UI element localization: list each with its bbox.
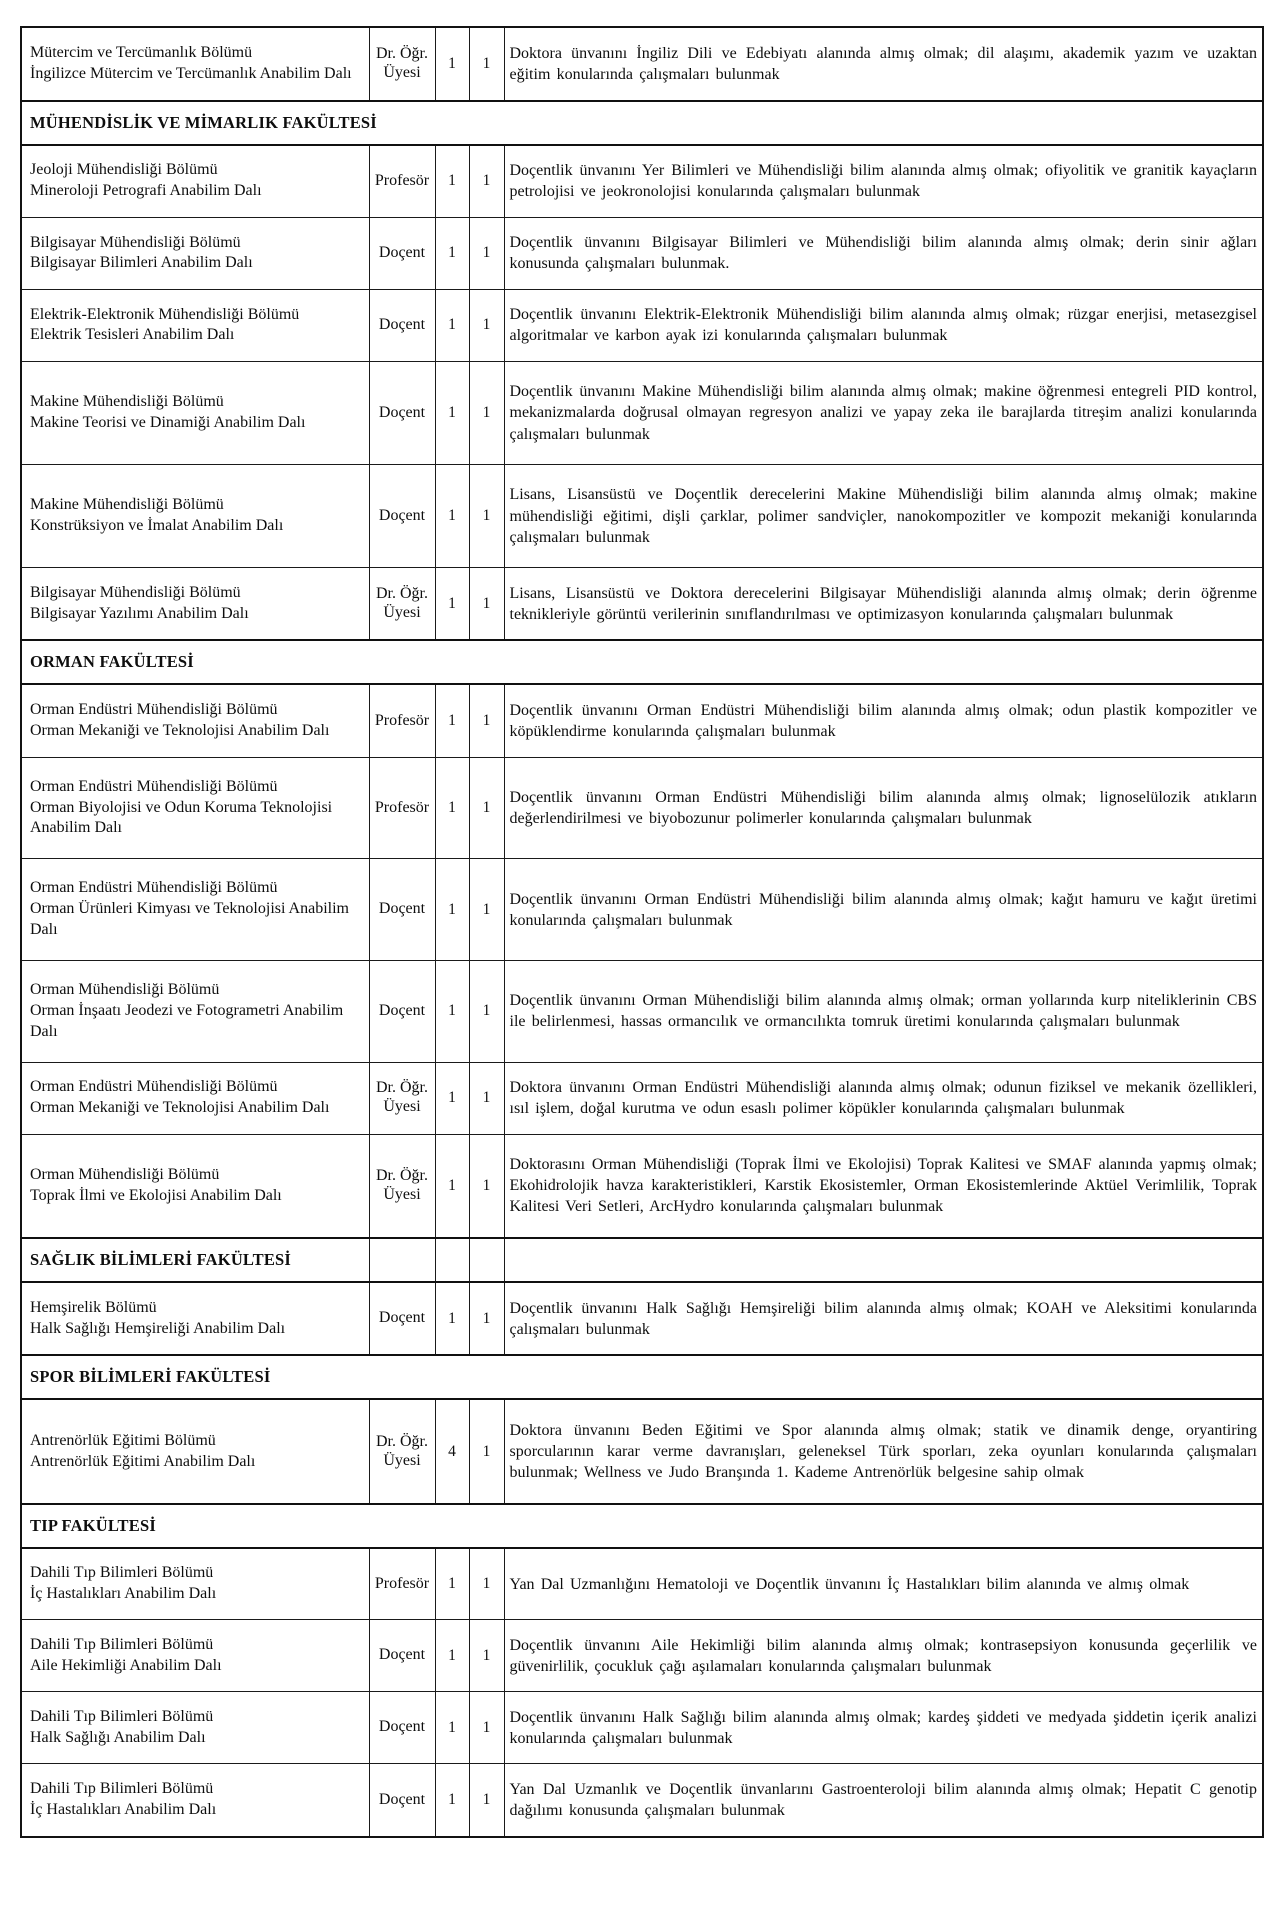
- department-cell: [21, 684, 369, 757]
- department-name: Makine Mühendisliği Bölümü: [30, 393, 224, 411]
- requirement-cell: Yan Dal Uzmanlığını Hematoloji ve Doçentlik ünvanını İç Hastalıkları bilim alanında ve almış olmak: [504, 1548, 1263, 1620]
- department-name: Orman Endüstri Mühendisliği Bölümü: [30, 701, 278, 719]
- requirement-cell: Doçentlik ünvanını Orman Endüstri Mühendisliği bilim alanında almış olmak; kağıt hamuru ve kağıt üretimi konularında çalışmaları bulunmak: [504, 859, 1263, 961]
- count-1-cell: 1: [435, 465, 469, 568]
- count-2-cell: 1: [469, 1062, 504, 1134]
- program-name: Bilgisayar Yazılımı Anabilim Dalı: [30, 604, 249, 622]
- department-name: Makine Mühendisliği Bölümü: [30, 496, 224, 514]
- academic-title-cell: Profesör: [369, 684, 435, 757]
- count-1-cell: 4: [435, 1399, 469, 1503]
- position-row: [21, 217, 1263, 289]
- program-name: İngilizce Mütercim ve Tercümanlık Anabilim Dalı: [30, 64, 352, 82]
- count-2-cell: 1: [469, 1548, 504, 1620]
- requirement-cell: Doktora ünvanını Orman Endüstri Mühendisliği alanında almış olmak; odunun fiziksel ve mekanik özellikleri, ısıl işlem, doğal kurutma ve odun esaslı polimer köpükler konularında çalışmaları bulunmak: [504, 1062, 1263, 1134]
- faculty-section-title: SPOR BİLİMLERİ FAKÜLTESİ: [21, 1355, 1263, 1399]
- department-name: Dahili Tıp Bilimleri Bölümü: [30, 1780, 214, 1798]
- count-1-cell: 1: [435, 289, 469, 361]
- position-row: [21, 1399, 1263, 1503]
- department-cell: [21, 1134, 369, 1238]
- department-cell: [21, 568, 369, 641]
- department-name: Orman Endüstri Mühendisliği Bölümü: [30, 1078, 278, 1096]
- requirement-cell: Lisans, Lisansüstü ve Doçentlik derecelerini Makine Mühendisliği bilim alanında almış olmak; makine mühendisliği eğitimi, dişli çarklar, polimer sandviçler, nanokompozitler ve kompozit mekaniği konularında çalışmaları bulunmak: [504, 465, 1263, 568]
- academic-positions-table: [20, 26, 1264, 1838]
- count-2-cell: 1: [469, 217, 504, 289]
- position-row: [21, 859, 1263, 961]
- program-name: Orman Ürünleri Kimyası ve Teknolojisi Anabilim Dalı: [30, 900, 349, 939]
- department-name: Orman Mühendisliği Bölümü: [30, 1166, 220, 1184]
- program-name: Konstrüksiyon ve İmalat Anabilim Dalı: [30, 517, 284, 535]
- requirement-cell: Doçentlik ünvanını Aile Hekimliği bilim alanında almış olmak; kontrasepsiyon konusunda geçerlilik ve güvenirlilik, çocukluk çağı aşılamaları konularında çalışmaları bulunmak: [504, 1620, 1263, 1692]
- count-1-cell: 1: [435, 684, 469, 757]
- count-1-cell: 1: [435, 1062, 469, 1134]
- program-name: Toprak İlmi ve Ekolojisi Anabilim Dalı: [30, 1186, 282, 1204]
- program-name: Halk Sağlığı Anabilim Dalı: [30, 1728, 206, 1746]
- academic-title-cell: Profesör: [369, 1548, 435, 1620]
- program-name: İç Hastalıkları Anabilim Dalı: [30, 1801, 217, 1819]
- count-2-cell: 1: [469, 1282, 504, 1356]
- position-row: [21, 27, 1263, 101]
- academic-title-cell: Profesör: [369, 145, 435, 218]
- academic-title-cell: Dr. Öğr. Üyesi: [369, 1399, 435, 1503]
- requirement-cell: Doktora ünvanını Beden Eğitimi ve Spor alanında almış olmak; statik ve dinamik denge, oryantiring sporcularının karar verme davranışları, geleneksel Türk sporları, zeka oyunları konularında çalışmaları bulunmak; Wellness ve Judo Branşında 1. Kademe Antrenörlük belgesine sahip olmak: [504, 1399, 1263, 1503]
- department-cell: [21, 1692, 369, 1764]
- department-name: Dahili Tıp Bilimleri Bölümü: [30, 1708, 214, 1726]
- academic-title-cell: Doçent: [369, 1692, 435, 1764]
- count-2-cell: 1: [469, 1692, 504, 1764]
- requirement-cell: Doçentlik ünvanını Orman Endüstri Mühendisliği bilim alanında almış olmak; lignoselülozik atıkların değerlendirilmesi ve biyobozunur polimerler konularında çalışmaları bulunmak: [504, 757, 1263, 859]
- faculty-section-row: [21, 1355, 1263, 1399]
- academic-title-cell: Doçent: [369, 859, 435, 961]
- academic-title-cell: Dr. Öğr. Üyesi: [369, 1134, 435, 1238]
- department-cell: [21, 362, 369, 465]
- program-name: Halk Sağlığı Hemşireliği Anabilim Dalı: [30, 1319, 286, 1337]
- faculty-section-row: [21, 640, 1263, 684]
- department-cell: [21, 757, 369, 859]
- department-cell: [21, 217, 369, 289]
- academic-title-cell: Doçent: [369, 465, 435, 568]
- count-2-cell: 1: [469, 145, 504, 218]
- requirement-cell: Doçentlik ünvanını Orman Mühendisliği bilim alanında almış olmak; orman yollarında kurp niteliklerinin CBS ile belirlenmesi, hassas ormancılık ve ormancılıkta tomruk üretimi konularında çalışmaları bulunmak: [504, 960, 1263, 1062]
- position-row: [21, 757, 1263, 859]
- position-row: [21, 1548, 1263, 1620]
- academic-title-cell: Doçent: [369, 1282, 435, 1356]
- position-row: [21, 362, 1263, 465]
- faculty-section-title: TIP FAKÜLTESİ: [21, 1504, 1263, 1548]
- positions-table-body: [21, 27, 1263, 1837]
- program-name: İç Hastalıkları Anabilim Dalı: [30, 1585, 217, 1603]
- program-name: Aile Hekimliği Anabilim Dalı: [30, 1656, 222, 1674]
- academic-title-cell: Dr. Öğr. Üyesi: [369, 568, 435, 641]
- academic-title-cell: Dr. Öğr. Üyesi: [369, 1062, 435, 1134]
- count-2-cell: 1: [469, 1764, 504, 1837]
- count-2-cell: 1: [469, 289, 504, 361]
- faculty-section-title: ORMAN FAKÜLTESİ: [21, 640, 1263, 684]
- count-1-cell: 1: [435, 757, 469, 859]
- department-cell: [21, 960, 369, 1062]
- academic-title-cell: Doçent: [369, 217, 435, 289]
- count-1-cell: 1: [435, 960, 469, 1062]
- department-name: Bilgisayar Mühendisliği Bölümü: [30, 583, 241, 601]
- count-2-cell: 1: [469, 362, 504, 465]
- position-row: [21, 289, 1263, 361]
- empty-count-cell: [469, 1238, 504, 1282]
- department-name: Jeoloji Mühendisliği Bölümü: [30, 161, 218, 179]
- position-row: [21, 960, 1263, 1062]
- faculty-section-row: [21, 1238, 1263, 1282]
- count-1-cell: 1: [435, 1134, 469, 1238]
- department-cell: [21, 1764, 369, 1837]
- department-cell: [21, 1062, 369, 1134]
- department-name: Antrenörlük Eğitimi Bölümü: [30, 1431, 216, 1449]
- count-2-cell: 1: [469, 27, 504, 101]
- count-2-cell: 1: [469, 757, 504, 859]
- department-name: Elektrik-Elektronik Mühendisliği Bölümü: [30, 305, 300, 323]
- count-2-cell: 1: [469, 465, 504, 568]
- position-row: [21, 145, 1263, 218]
- requirement-cell: Yan Dal Uzmanlık ve Doçentlik ünvanlarını Gastroenteroloji bilim alanında almış olmak; Hepatit C genotip dağılımı konusunda çalışmaları bulunmak: [504, 1764, 1263, 1837]
- department-cell: [21, 465, 369, 568]
- department-name: Mütercim ve Tercümanlık Bölümü: [30, 43, 253, 61]
- faculty-section-row: [21, 1504, 1263, 1548]
- department-cell: [21, 1620, 369, 1692]
- requirement-cell: Doçentlik ünvanını Elektrik-Elektronik Mühendisliği bilim alanında almış olmak; rüzgar enerjisi, metasezgisel algoritmalar ve karbon ayak izi konularında çalışmaları bulunmak: [504, 289, 1263, 361]
- program-name: Antrenörlük Eğitimi Anabilim Dalı: [30, 1452, 256, 1470]
- program-name: Bilgisayar Bilimleri Anabilim Dalı: [30, 254, 253, 272]
- academic-title-cell: Doçent: [369, 289, 435, 361]
- academic-title-cell: Doçent: [369, 1620, 435, 1692]
- requirement-cell: Doçentlik ünvanını Halk Sağlığı bilim alanında almış olmak; kardeş şiddeti ve medyada şiddetin içerik analizi konularında çalışmaları bulunmak: [504, 1692, 1263, 1764]
- program-name: Orman Biyolojisi ve Odun Koruma Teknolojisi Anabilim Dalı: [30, 798, 333, 837]
- faculty-section-title: SAĞLIK BİLİMLERİ FAKÜLTESİ: [21, 1238, 369, 1282]
- requirement-cell: Doktora ünvanını İngiliz Dili ve Edebiyatı alanında almış olmak; dil alaşımı, akademik yazım ve uzaktan eğitim konularında çalışmaları bulunmak: [504, 27, 1263, 101]
- count-1-cell: 1: [435, 1548, 469, 1620]
- empty-requirement-cell: [504, 1238, 1263, 1282]
- position-row: [21, 1282, 1263, 1356]
- requirement-cell: Doçentlik ünvanını Makine Mühendisliği bilim alanında almış olmak; makine öğrenmesi entegreli PID kontrol, mekanizmalarda doğrusal olmayan regresyon analizi ve yapay zeka ile barajlarda titreşim analizi konularında çalışmaları bulunmak: [504, 362, 1263, 465]
- position-row: [21, 568, 1263, 641]
- position-row: [21, 1764, 1263, 1837]
- position-row: [21, 465, 1263, 568]
- department-name: Hemşirelik Bölümü: [30, 1298, 157, 1316]
- academic-title-cell: Doçent: [369, 1764, 435, 1837]
- count-2-cell: 1: [469, 1134, 504, 1238]
- department-cell: [21, 1282, 369, 1356]
- department-name: Orman Endüstri Mühendisliği Bölümü: [30, 777, 278, 795]
- empty-title-cell: [369, 1238, 435, 1282]
- count-1-cell: 1: [435, 568, 469, 641]
- department-cell: [21, 289, 369, 361]
- academic-title-cell: Doçent: [369, 960, 435, 1062]
- count-2-cell: 1: [469, 684, 504, 757]
- department-name: Orman Endüstri Mühendisliği Bölümü: [30, 879, 278, 897]
- faculty-section-row: [21, 101, 1263, 145]
- position-row: [21, 1134, 1263, 1238]
- program-name: Makine Teorisi ve Dinamiği Anabilim Dalı: [30, 414, 306, 432]
- count-2-cell: 1: [469, 960, 504, 1062]
- department-cell: [21, 1548, 369, 1620]
- requirement-cell: Doçentlik ünvanını Bilgisayar Bilimleri ve Mühendisliği bilim alanında almış olmak; derin sinir ağları konusunda çalışmaları bulunmak.: [504, 217, 1263, 289]
- department-name: Bilgisayar Mühendisliği Bölümü: [30, 233, 241, 251]
- position-row: [21, 684, 1263, 757]
- count-1-cell: 1: [435, 1282, 469, 1356]
- count-1-cell: 1: [435, 217, 469, 289]
- position-row: [21, 1062, 1263, 1134]
- count-2-cell: 1: [469, 1620, 504, 1692]
- count-2-cell: 1: [469, 568, 504, 641]
- department-cell: [21, 1399, 369, 1503]
- requirement-cell: Doçentlik ünvanını Orman Endüstri Mühendisliği bilim alanında almış olmak; odun plastik kompozitler ve köpüklendirme konularında çalışmaları bulunmak: [504, 684, 1263, 757]
- program-name: Orman İnşaatı Jeodezi ve Fotogrametri Anabilim Dalı: [30, 1001, 344, 1040]
- requirement-cell: Lisans, Lisansüstü ve Doktora derecelerini Bilgisayar Mühendisliği alanında almış olmak; derin öğrenme teknikleriyle görüntü verilerinin sınıflandırılması ve optimizasyon konularında çalışmaları bulunmak: [504, 568, 1263, 641]
- requirement-cell: Doçentlik ünvanını Yer Bilimleri ve Mühendisliği bilim alanında almış olmak; ofiyolitik ve granitik kayaçların petrolojisi ve jeokronolojisi konularında çalışmaları bulunmak: [504, 145, 1263, 218]
- count-2-cell: 1: [469, 1399, 504, 1503]
- count-1-cell: 1: [435, 859, 469, 961]
- academic-title-cell: Profesör: [369, 757, 435, 859]
- empty-count-cell: [435, 1238, 469, 1282]
- requirement-cell: Doçentlik ünvanını Halk Sağlığı Hemşireliği bilim alanında almış olmak; KOAH ve Aleksitimi konularında çalışmaları bulunmak: [504, 1282, 1263, 1356]
- department-cell: [21, 27, 369, 101]
- faculty-section-title: MÜHENDİSLİK VE MİMARLIK FAKÜLTESİ: [21, 101, 1263, 145]
- department-name: Dahili Tıp Bilimleri Bölümü: [30, 1636, 214, 1654]
- program-name: Mineroloji Petrografi Anabilim Dalı: [30, 182, 262, 200]
- count-1-cell: 1: [435, 27, 469, 101]
- department-name: Dahili Tıp Bilimleri Bölümü: [30, 1564, 214, 1582]
- count-1-cell: 1: [435, 1764, 469, 1837]
- department-cell: [21, 145, 369, 218]
- count-1-cell: 1: [435, 1692, 469, 1764]
- program-name: Elektrik Tesisleri Anabilim Dalı: [30, 326, 235, 344]
- position-row: [21, 1692, 1263, 1764]
- program-name: Orman Mekaniği ve Teknolojisi Anabilim Dalı: [30, 722, 330, 739]
- count-1-cell: 1: [435, 362, 469, 465]
- department-cell: [21, 859, 369, 961]
- count-1-cell: 1: [435, 145, 469, 218]
- count-1-cell: 1: [435, 1620, 469, 1692]
- academic-title-cell: Doçent: [369, 362, 435, 465]
- position-row: [21, 1620, 1263, 1692]
- requirement-cell: Doktorasını Orman Mühendisliği (Toprak İlmi ve Ekolojisi) Toprak Kalitesi ve SMAF alanında yapmış olmak; Ekohidrolojik havza karakteristikleri, Karstik Ekosistemler, Orman Ekosistemlerinde Aktüel Verimlilik, Toprak Kalitesi Veri Setleri, ArcHydro konularında çalışmaları bulunmak: [504, 1134, 1263, 1238]
- count-2-cell: 1: [469, 859, 504, 961]
- department-name: Orman Mühendisliği Bölümü: [30, 981, 220, 999]
- academic-title-cell: Dr. Öğr. Üyesi: [369, 27, 435, 101]
- program-name: Orman Mekaniği ve Teknolojisi Anabilim Dalı: [30, 1099, 330, 1117]
